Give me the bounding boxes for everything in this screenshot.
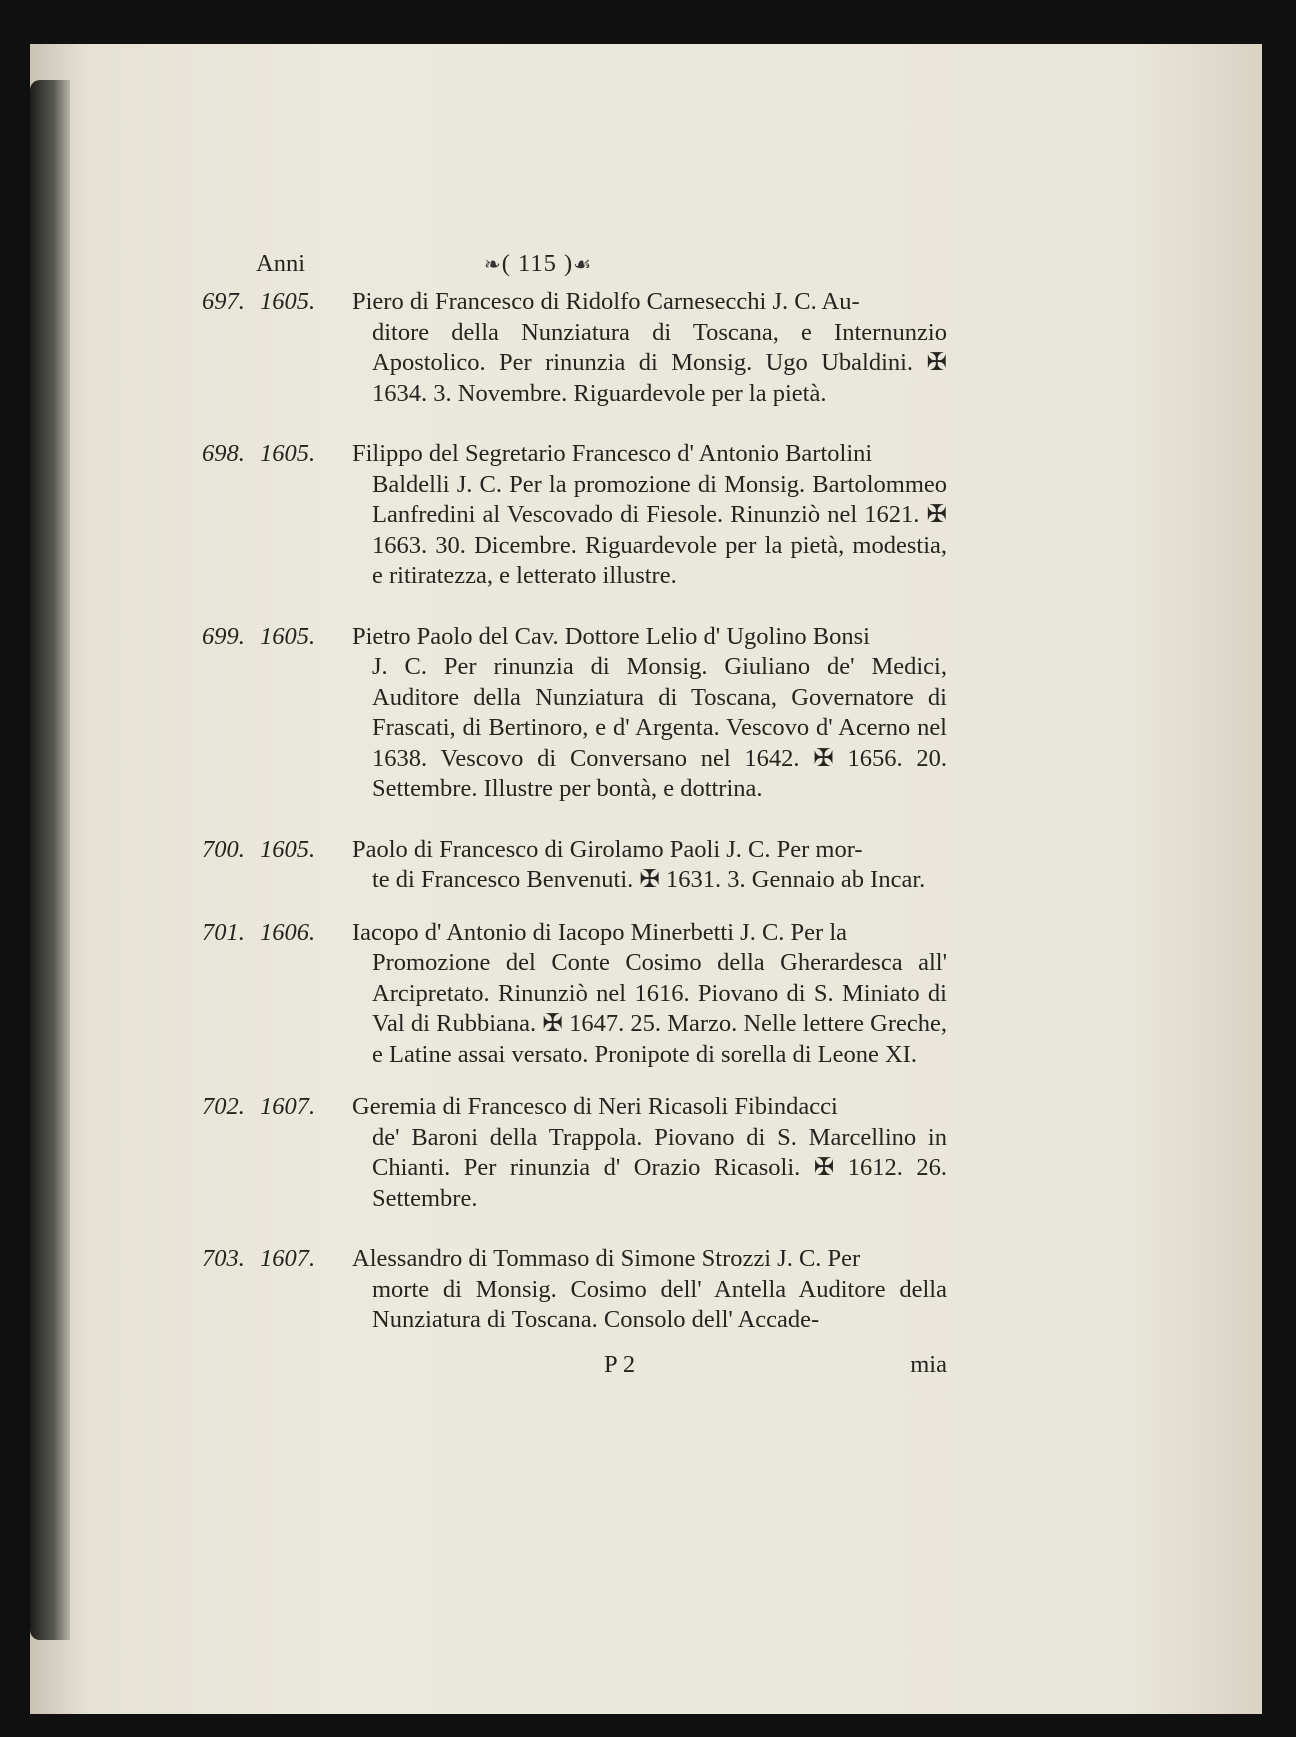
- entry-697: [202, 287, 947, 409]
- entry-year: 1605.: [260, 835, 316, 863]
- entry-body: [352, 1092, 947, 1214]
- entry-700: [202, 835, 947, 896]
- entry-first-line: Piero di Francesco di Ridolfo Carnesecchi J. C. Au-: [352, 288, 860, 315]
- catchword: mia: [910, 1350, 947, 1378]
- entry-text: Baldelli J. C. Per la promozione di Monsig. Bartolommeo Lanfredini al Vescovado di Fiesole. Rinunziò nel 1621. ✠ 1663. 30. Dicembre. Riguardevole per la pietà, modestia, e ritiratezza, e letterato illustre.: [372, 470, 947, 589]
- entry-body: [352, 918, 947, 1071]
- entry-number: 701.: [202, 918, 245, 946]
- entry-year: 1605.: [260, 622, 316, 650]
- book-page: [30, 44, 1262, 1714]
- entry-text: de' Baroni della Trappola. Piovano di S. Marcellino in Chianti. Per rinunzia d' Orazio Ricasoli. ✠ 1612. 26. Settembre.: [372, 1123, 947, 1212]
- entry-text: Promozione del Conte Cosimo della Gherardesca all' Arcipretato. Rinunziò nel 1616. Piovano di S. Miniato di Val di Rubbiana. ✠ 1647. 25. Marzo. Nelle lettere Greche, e Latine assai versato. Pronipote di sorella di Leone XI.: [372, 949, 947, 1068]
- binding-edge: [30, 80, 70, 1640]
- page-number: [484, 249, 592, 281]
- entry-body: [352, 287, 947, 409]
- page-number-text: ( 115 ): [501, 250, 574, 277]
- entry-year: 1607.: [260, 1093, 316, 1120]
- entry-703: [202, 1244, 947, 1336]
- running-header: [202, 249, 947, 285]
- entry-body: [352, 1244, 947, 1336]
- entry-year: 1605.: [260, 440, 316, 467]
- entry-first-line: Geremia di Francesco di Neri Ricasoli Fibindacci: [352, 1093, 838, 1120]
- entry-text: te di Francesco Benvenuti. ✠ 1631. 3. Gennaio ab Incar.: [372, 866, 926, 893]
- ornament-right-icon: ☙: [573, 254, 593, 276]
- entry-body: [352, 439, 947, 592]
- entry-text: ditore della Nunziatura di Toscana, e Internunzio Apostolico. Per rinunzia di Monsig. Ugo Ubaldini. ✠ 1634. 3. Novembre. Riguardevole per la pietà.: [372, 318, 947, 407]
- entry-body: [352, 622, 947, 805]
- entry-number: 702.: [202, 1093, 245, 1120]
- page-text: [202, 249, 947, 1382]
- entry-702: [202, 1092, 947, 1214]
- entry-text: morte di Monsig. Cosimo dell' Antella Auditore della Nunziatura di Toscana. Consolo dell' Accade-: [372, 1275, 947, 1333]
- signature-mark: P 2: [604, 1350, 636, 1378]
- entry-body: [352, 835, 947, 896]
- entry-text: J. C. Per rinunzia di Monsig. Giuliano de' Medici, Auditore della Nunziatura di Toscana, Governatore di Frascati, di Bertinoro, e d' Argenta. Vescovo d' Acerno nel 1638. Vescovo di Conversano nel 1642. ✠ 1656. 20. Settembre. Illustre per bontà, e dottrina.: [372, 653, 947, 802]
- entry-year: 1607.: [260, 1245, 316, 1272]
- page-footer: [202, 1350, 947, 1382]
- header-anni: Anni: [256, 250, 305, 277]
- entry-number: 699.: [202, 622, 245, 650]
- entry-first-line: Alessandro di Tommaso di Simone Strozzi J. C. Per: [352, 1245, 861, 1272]
- entry-number: 700.: [202, 835, 245, 863]
- entry-699: [202, 622, 947, 805]
- entry-number: 697.: [202, 288, 245, 315]
- ornament-left-icon: ❧: [484, 254, 502, 276]
- entry-first-line: Filippo del Segretario Francesco d' Antonio Bartolini: [352, 440, 873, 467]
- entry-first-line: Iacopo d' Antonio di Iacopo Minerbetti J. C. Per la: [352, 918, 848, 946]
- entry-year: 1606.: [260, 918, 316, 946]
- entry-first-line: Pietro Paolo del Cav. Dottore Lelio d' Ugolino Bonsi: [352, 622, 870, 650]
- entry-701: [202, 918, 947, 1071]
- entry-first-line: Paolo di Francesco di Girolamo Paoli J. C. Per mor-: [352, 835, 863, 863]
- entry-698: [202, 439, 947, 592]
- entry-number: 698.: [202, 440, 245, 467]
- entry-year: 1605.: [260, 288, 316, 315]
- entry-number: 703.: [202, 1245, 245, 1272]
